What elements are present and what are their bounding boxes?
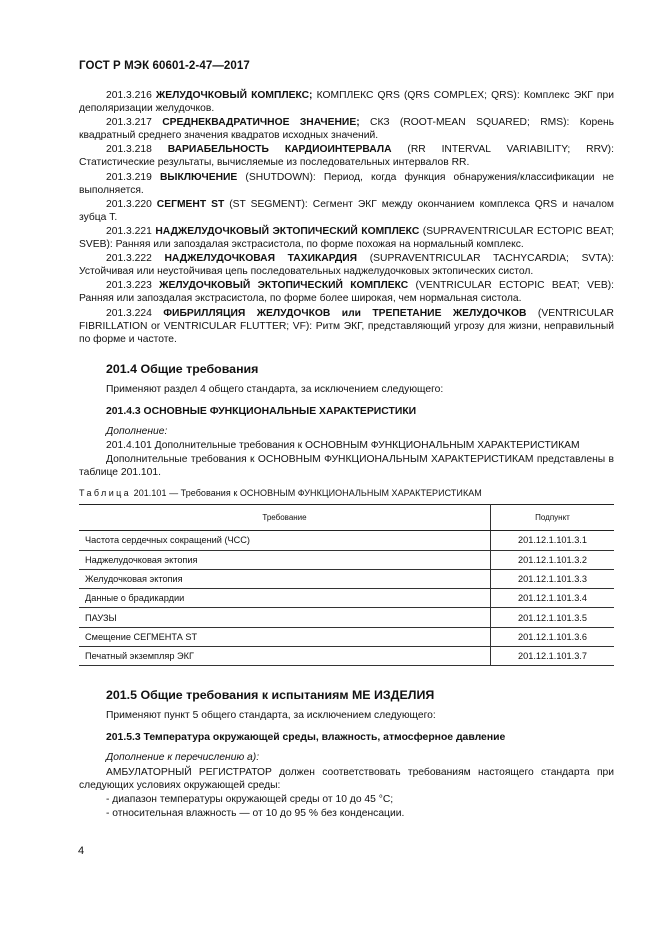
- column-header-requirement: Требование: [79, 505, 491, 531]
- definition-item: 201.3.222 НАДЖЕЛУДОЧКОВАЯ ТАХИКАРДИЯ (SUPRAVENTRICULAR TACHYCARDIA; SVTA): Устойчивая или неустойчивая цепь последовательных наджелудочковых эктопических систол.: [79, 253, 614, 278]
- document-header: ГОСТ Р МЭК 60601-2-47—2017: [79, 60, 250, 72]
- subclause-cell: 201.12.1.101.3.5: [491, 608, 615, 627]
- list-item: - относительная влажность — от 10 до 95 % без конденсации.: [106, 807, 405, 819]
- definition-item: 201.3.218 ВАРИАБЕЛЬНОСТЬ КАРДИОИНТЕРВАЛА (RR INTERVAL VARIABILITY; RRV): Статистические результаты, вычисляемые из последовательных интервалов RR.: [79, 144, 614, 169]
- requirement-cell: Частота сердечных сокращений (ЧСС): [79, 531, 491, 550]
- definition-item: 201.3.216 ЖЕЛУДОЧКОВЫЙ КОМПЛЕКС; КОМПЛЕКС QRS (QRS COMPLEX; QRS): Комплекс ЭКГ при деполяризации желудочков.: [79, 90, 614, 115]
- definition-item: 201.3.221 НАДЖЕЛУДОЧКОВЫЙ ЭКТОПИЧЕСКИЙ КОМПЛЕКС (SUPRAVENTRICULAR ECTOPIC BEAT; SVEB): Ранняя или запоздалая экстрасистола, по форме похожая на нормальный комплекс.: [79, 225, 614, 251]
- definition-item: 201.3.224 ФИБРИЛЛЯЦИЯ ЖЕЛУДОЧКОВ или ТРЕПЕТАНИЕ ЖЕЛУДОЧКОВ (VENTRICULAR FIBRILLATION or VENTRICULAR FLUTTER; VF): Ритм ЭКГ, представляющий угрозу для жизни, неправильный по форме и частоте.: [79, 307, 614, 345]
- table-header-row: [79, 505, 614, 531]
- requirement-cell: Данные о брадикардии: [79, 589, 491, 608]
- requirement-cell: Смещение СЕГМЕНТА ST: [79, 627, 491, 646]
- requirements-table: [79, 504, 614, 666]
- section-4-paragraph-2: Дополнительные требования к ОСНОВНЫМ ФУНКЦИОНАЛЬНЫМ ХАРАКТЕРИСТИКАМ представлены в таблице 201.101.: [79, 454, 614, 479]
- section-4-intro: Применяют раздел 4 общего стандарта, за исключением следующего:: [106, 383, 444, 395]
- subclause-cell: 201.12.1.101.3.6: [491, 627, 615, 646]
- subsection-4-3-title: 201.4.3 ОСНОВНЫЕ ФУНКЦИОНАЛЬНЫЕ ХАРАКТЕРИСТИКИ: [106, 405, 417, 417]
- table-row: [79, 589, 614, 608]
- section-5-title: 201.5 Общие требования к испытаниям МЕ ИЗДЕЛИЯ: [106, 688, 435, 703]
- definitions-list: [79, 89, 614, 346]
- page-number: 4: [78, 845, 85, 857]
- section-5-intro: Применяют пункт 5 общего стандарта, за исключением следующего:: [106, 710, 436, 722]
- table-row: [79, 550, 614, 569]
- section-4-title: 201.4 Общие требования: [106, 361, 259, 376]
- column-header-subclause: Подпункт: [491, 505, 615, 531]
- page-content: [79, 89, 614, 821]
- table-caption-prefix: Таблица: [79, 488, 132, 499]
- table-row: [79, 627, 614, 646]
- requirement-cell: Наджелудочковая эктопия: [79, 550, 491, 569]
- definition-item: 201.3.220 СЕГМЕНТ ST (ST SEGMENT): Сегмент ЭКГ между окончанием комплекса QRS и началом зубца T.: [79, 198, 614, 223]
- subclause-cell: 201.12.1.101.3.2: [491, 550, 615, 569]
- section-5-paragraph-1: АМБУЛАТОРНЫЙ РЕГИСТРАТОР должен соответствовать требованиям настоящего стандарта при следующих условиях окружающей среды:: [79, 766, 614, 791]
- section-4-paragraph-1: 201.4.101 Дополнительные требования к ОСНОВНЫМ ФУНКЦИОНАЛЬНЫМ ХАРАКТЕРИСТИКАМ: [106, 439, 580, 451]
- subclause-cell: 201.12.1.101.3.7: [491, 647, 615, 666]
- requirement-cell: Желудочковая эктопия: [79, 569, 491, 588]
- addition-label: Дополнение:: [106, 425, 168, 437]
- definition-item: 201.3.223 ЖЕЛУДОЧКОВЫЙ ЭКТОПИЧЕСКИЙ КОМПЛЕКС (VENTRICULAR ECTOPIC BEAT; VEB): Ранняя или запоздалая экстрасистола, по форме более широкая, чем нормальная систола.: [79, 280, 614, 305]
- addition-label: Дополнение к перечислению а):: [106, 752, 260, 764]
- table-row: [79, 647, 614, 666]
- table-row: [79, 608, 614, 627]
- definition-item: 201.3.217 СРЕДНЕКВАДРАТИЧНОЕ ЗНАЧЕНИЕ; СКЗ (ROOT-MEAN SQUARED; RMS): Корень квадратный среднего значения квадратов исходных значений.: [79, 117, 614, 142]
- table-row: [79, 569, 614, 588]
- requirement-cell: Печатный экземпляр ЭКГ: [79, 647, 491, 666]
- table-row: [79, 531, 614, 550]
- subclause-cell: 201.12.1.101.3.4: [491, 589, 615, 608]
- table-caption: [79, 488, 614, 498]
- subsection-5-3-title: 201.5.3 Температура окружающей среды, влажность, атмосферное давление: [106, 732, 506, 744]
- table-caption-text: 201.101 — Требования к ОСНОВНЫМ ФУНКЦИОНАЛЬНЫМ ХАРАКТЕРИСТИКАМ: [131, 488, 482, 499]
- requirement-cell: ПАУЗЫ: [79, 608, 491, 627]
- subclause-cell: 201.12.1.101.3.1: [491, 531, 615, 550]
- list-item: - диапазон температуры окружающей среды от 10 до 45 °С;: [106, 793, 394, 805]
- definition-item: 201.3.219 ВЫКЛЮЧЕНИЕ (SHUTDOWN): Период, когда функция обнаружения/классификации не выполняется.: [79, 171, 614, 196]
- subclause-cell: 201.12.1.101.3.3: [491, 569, 615, 588]
